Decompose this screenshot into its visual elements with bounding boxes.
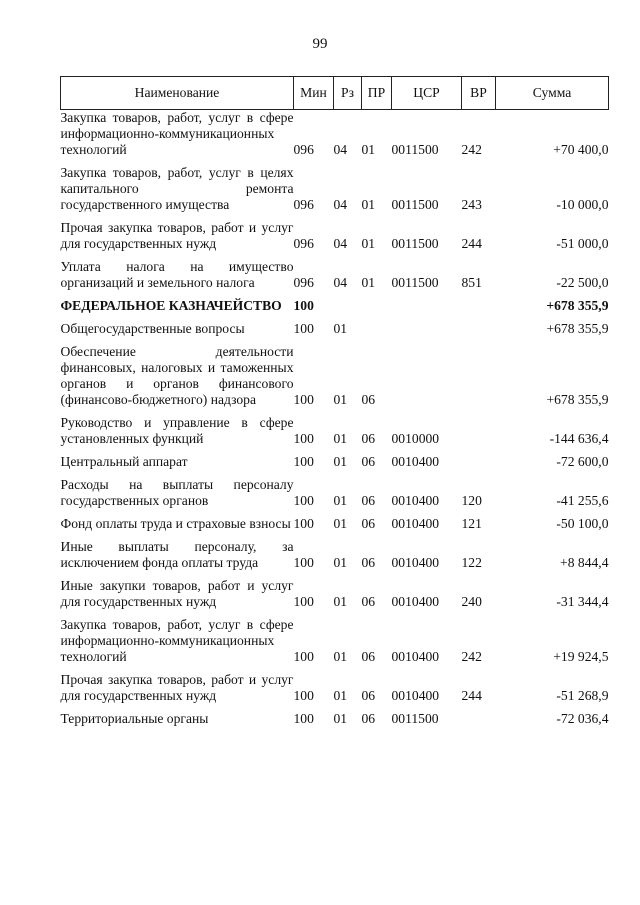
- table-body: [61, 110, 609, 735]
- table-row: [61, 617, 609, 672]
- cell-min: 100: [293, 431, 314, 446]
- cell-name: Закупка товаров, работ, услуг в сфере информационно-коммуникационных технологий: [60, 110, 294, 157]
- cell-name: Прочая закупка товаров, работ и услуг для государственных нужд: [60, 672, 294, 703]
- header-name: Наименование: [61, 77, 294, 110]
- cell-vr: 243: [461, 197, 482, 212]
- cell-min: 096: [293, 275, 314, 290]
- header-min: Мин: [294, 77, 334, 110]
- cell-sum: -144 636,4: [549, 431, 609, 446]
- cell-vr: [462, 454, 496, 477]
- cell-sum: -10 000,0: [556, 197, 609, 212]
- cell-rz: 04: [333, 197, 348, 212]
- cell-vr: [462, 344, 496, 415]
- cell-name: ФЕДЕРАЛЬНОЕ КАЗНАЧЕЙСТВО: [60, 298, 282, 313]
- cell-csr: 0010400: [391, 555, 440, 570]
- cell-sum: -22 500,0: [556, 275, 609, 290]
- table-row: [61, 344, 609, 415]
- cell-pr: 01: [361, 197, 376, 212]
- cell-sum: +19 924,5: [553, 649, 609, 664]
- cell-sum: -50 100,0: [556, 516, 609, 531]
- cell-name: Закупка товаров, работ, услуг в целях капитального ремонта государственного имущества: [60, 165, 294, 212]
- cell-vr: 851: [461, 275, 482, 290]
- header-rz: Рз: [334, 77, 362, 110]
- cell-csr: 0011500: [391, 711, 439, 726]
- cell-vr: 122: [461, 555, 482, 570]
- cell-csr: 0011500: [391, 197, 439, 212]
- cell-sum: -41 255,6: [556, 493, 609, 508]
- cell-vr: 244: [461, 688, 482, 703]
- table-row: [61, 711, 609, 734]
- cell-min: 100: [293, 392, 314, 407]
- cell-rz: 01: [333, 711, 348, 726]
- cell-min: 100: [293, 298, 314, 313]
- cell-vr: [462, 298, 496, 321]
- cell-sum: +678 355,9: [546, 392, 609, 407]
- table-row: [61, 321, 609, 344]
- cell-csr: 0010400: [391, 516, 440, 531]
- cell-name: Расходы на выплаты персоналу государственных органов: [60, 477, 294, 508]
- cell-rz: 01: [333, 688, 348, 703]
- cell-pr: 06: [361, 594, 376, 609]
- cell-pr: 01: [361, 236, 376, 251]
- cell-name: Иные выплаты персоналу, за исключением фонда оплаты труда: [60, 539, 294, 570]
- cell-csr: 0011500: [391, 142, 439, 157]
- cell-name: Общегосударственные вопросы: [60, 321, 245, 336]
- cell-sum: -51 268,9: [556, 688, 609, 703]
- budget-table: [60, 76, 609, 734]
- header-vr: ВР: [462, 77, 496, 110]
- cell-name: Центральный аппарат: [60, 454, 188, 469]
- cell-vr: [462, 321, 496, 344]
- cell-pr: 06: [361, 516, 376, 531]
- table-header-row: [61, 77, 609, 110]
- cell-pr: 01: [361, 275, 376, 290]
- table-row: [61, 259, 609, 298]
- cell-pr: 06: [361, 392, 376, 407]
- table-row: [61, 220, 609, 259]
- cell-name: Прочая закупка товаров, работ и услуг для государственных нужд: [60, 220, 294, 251]
- cell-pr: 06: [361, 555, 376, 570]
- cell-rz: 01: [333, 493, 348, 508]
- cell-min: 100: [293, 454, 314, 469]
- cell-rz: 01: [333, 594, 348, 609]
- cell-min: 100: [293, 594, 314, 609]
- page-number: 99: [312, 36, 328, 52]
- cell-pr: 06: [361, 431, 376, 446]
- cell-min: 100: [293, 688, 314, 703]
- cell-csr: 0011500: [391, 236, 439, 251]
- cell-sum: +678 355,9: [546, 321, 609, 336]
- table-row: [61, 165, 609, 220]
- table-row: [61, 516, 609, 539]
- cell-min: 100: [293, 555, 314, 570]
- cell-vr: [462, 415, 496, 454]
- table-row: [61, 415, 609, 454]
- cell-csr: 0011500: [391, 275, 439, 290]
- cell-rz: 04: [333, 236, 348, 251]
- cell-sum: -31 344,4: [556, 594, 609, 609]
- cell-rz: 04: [333, 275, 348, 290]
- table-row: [61, 454, 609, 477]
- cell-min: 096: [293, 236, 314, 251]
- cell-sum: +8 844,4: [560, 555, 609, 570]
- cell-rz: 01: [333, 392, 348, 407]
- cell-rz: 04: [333, 142, 348, 157]
- cell-vr: 120: [461, 493, 482, 508]
- table-row: [61, 298, 609, 321]
- header-pr: ПР: [362, 77, 392, 110]
- cell-min: 096: [293, 142, 314, 157]
- cell-name: Уплата налога на имущество организаций и земельного налога: [60, 259, 294, 290]
- cell-csr: [392, 298, 462, 321]
- header-csr: ЦСР: [392, 77, 462, 110]
- cell-csr: 0010400: [391, 493, 440, 508]
- cell-csr: [392, 321, 462, 344]
- cell-csr: 0010400: [391, 688, 440, 703]
- cell-vr: [462, 711, 496, 734]
- cell-sum: +70 400,0: [553, 142, 609, 157]
- cell-vr: 244: [461, 236, 482, 251]
- cell-vr: 240: [461, 594, 482, 609]
- cell-pr: [362, 321, 392, 344]
- cell-name: Фонд оплаты труда и страховые взносы: [60, 516, 291, 531]
- table-row: [61, 477, 609, 516]
- table-row: [61, 672, 609, 711]
- cell-pr: 06: [361, 649, 376, 664]
- cell-vr: 242: [461, 142, 482, 157]
- cell-pr: 01: [361, 142, 376, 157]
- cell-min: 100: [293, 649, 314, 664]
- table-row: [61, 110, 609, 166]
- table-row: [61, 578, 609, 617]
- cell-rz: 01: [333, 649, 348, 664]
- cell-rz: [334, 298, 362, 321]
- cell-name: Иные закупки товаров, работ и услуг для государственных нужд: [60, 578, 294, 609]
- cell-name: Обеспечение деятельности финансовых, налоговых и таможенных органов и органов финансового (финансово-бюджетного) надзора: [60, 344, 294, 407]
- cell-sum: -72 036,4: [556, 711, 609, 726]
- cell-csr: [392, 344, 462, 415]
- cell-sum: +678 355,9: [546, 298, 609, 313]
- cell-min: 100: [293, 493, 314, 508]
- cell-name: Руководство и управление в сфере установленных функций: [60, 415, 294, 446]
- header-sum: Сумма: [496, 77, 609, 110]
- table-row: [61, 539, 609, 578]
- cell-rz: 01: [333, 321, 348, 336]
- cell-rz: 01: [333, 516, 348, 531]
- cell-rz: 01: [333, 454, 348, 469]
- cell-vr: 121: [461, 516, 482, 531]
- cell-name: Закупка товаров, работ, услуг в сфере информационно-коммуникационных технологий: [60, 617, 294, 664]
- cell-pr: 06: [361, 688, 376, 703]
- cell-sum: -72 600,0: [556, 454, 609, 469]
- cell-pr: 06: [361, 711, 376, 726]
- cell-name: Территориальные органы: [60, 711, 209, 726]
- cell-min: 100: [293, 711, 314, 726]
- cell-pr: 06: [361, 493, 376, 508]
- cell-csr: 0010400: [391, 454, 440, 469]
- cell-csr: 0010400: [391, 594, 440, 609]
- cell-pr: [362, 298, 392, 321]
- cell-pr: 06: [361, 454, 376, 469]
- cell-min: 096: [293, 197, 314, 212]
- cell-vr: 242: [461, 649, 482, 664]
- cell-rz: 01: [333, 555, 348, 570]
- cell-min: 100: [293, 321, 314, 336]
- cell-min: 100: [293, 516, 314, 531]
- cell-csr: 0010000: [391, 431, 440, 446]
- cell-sum: -51 000,0: [556, 236, 609, 251]
- cell-rz: 01: [333, 431, 348, 446]
- cell-csr: 0010400: [391, 649, 440, 664]
